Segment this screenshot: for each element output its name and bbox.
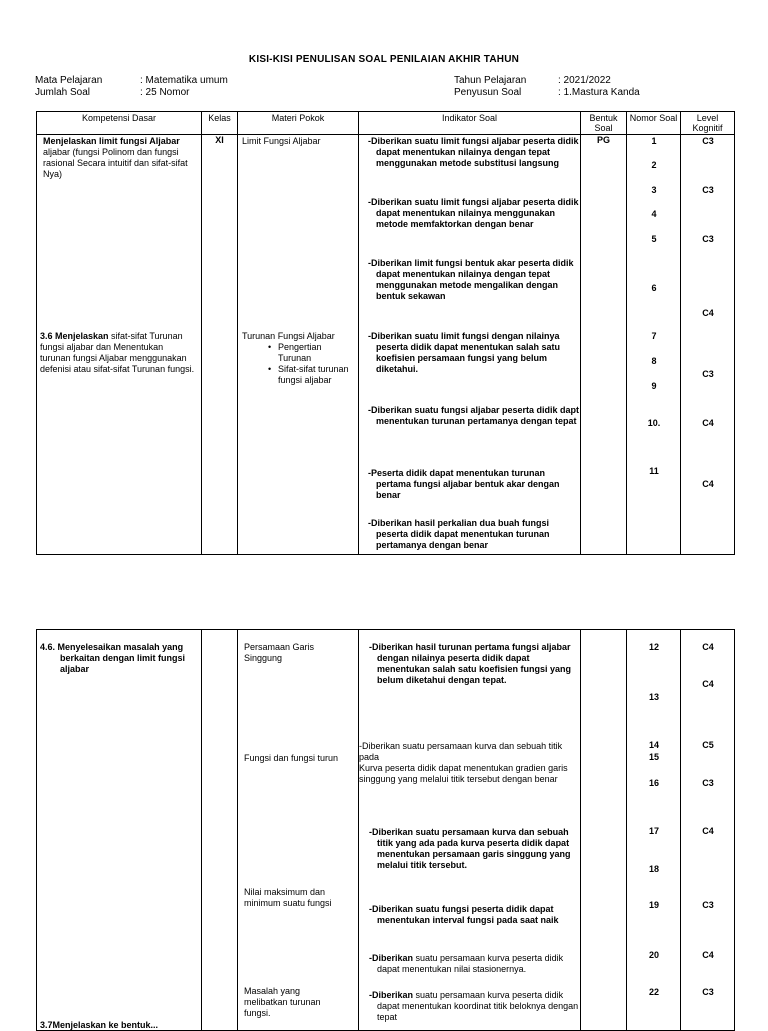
indikator-item: -Diberikan hasil perkalian dua buah fungsi peserta didik dapat menentukan turunan pertamanya dengan benar xyxy=(368,518,550,550)
indikator-item xyxy=(369,990,585,1023)
indikator-item: -Peserta didik dapat menentukan turunan pertama fungsi aljabar bentuk akar dengan benar xyxy=(368,468,560,500)
meta-right xyxy=(454,75,640,99)
nomor-value: 22 xyxy=(648,987,659,997)
nomor-value: 17 xyxy=(648,826,659,836)
nomor-value: 9 xyxy=(651,381,657,391)
bentuk-cell: PG xyxy=(581,135,627,555)
table-row xyxy=(37,630,735,1031)
materi-2-item: • Pengertian Turunan xyxy=(278,342,354,364)
indikator-item xyxy=(369,953,585,975)
indikator-item: -Diberikan limit fungsi bentuk akar peserta didik dapat menentukan nilainya dengan tepat menggunakan metode mengalikan dengan bentuk sekawan xyxy=(368,258,574,301)
kd-2 xyxy=(40,331,196,375)
kd-1-bold: Menjelaskan limit fungsi Aljabar xyxy=(43,136,180,146)
meta-label: Mata Pelajaran xyxy=(35,75,103,86)
indikator-item: -Diberikan suatu persamaan kurva dan sebuah titik yang ada pada kurva peserta didik dapat menentukan persamaan garis singgung yang melalui titik tersebut. xyxy=(369,827,571,870)
indikator-item: -Diberikan suatu persamaan kurva dan sebuah titik pada Kurva peserta didik dapat menentukan gradien garis singgung yang melalui titik tersebut dengan benar xyxy=(359,741,568,784)
level-value: C3 xyxy=(702,900,714,910)
header-nomor: Nomor Soal xyxy=(627,112,681,135)
indikator-item: -Diberikan suatu limit fungsi aljabar peserta didik dapat menentukan nilainya dengan tepat menggunakan metode substitusi langsung xyxy=(368,136,579,168)
header-kd: Kompetensi Dasar xyxy=(37,112,202,135)
indikator-text: suatu persamaan kurva peserta didik dapat menentukan koordinat titik beloknya dengan tepat xyxy=(377,990,579,1022)
meta-label: Penyusun Soal xyxy=(454,87,522,98)
nomor-value: 15 xyxy=(648,752,659,762)
materi-2-list xyxy=(242,342,354,386)
materi-cell xyxy=(238,630,359,1031)
level-value: C5 xyxy=(702,740,714,750)
meta-label: Jumlah Soal xyxy=(35,87,91,98)
header-kelas: Kelas xyxy=(202,112,238,135)
header-level: Level Kognitif xyxy=(681,112,735,135)
nomor-value: 3 xyxy=(651,185,657,195)
nomor-value: 16 xyxy=(648,778,659,788)
materi-2 xyxy=(242,331,354,386)
indikator-bold: -Diberikan xyxy=(369,953,414,963)
level-cell xyxy=(681,630,735,1031)
document-title: KISI-KISI PENULISAN SOAL PENILAIAN AKHIR TAHUN xyxy=(248,54,520,65)
kelas-cell: XI xyxy=(202,135,238,555)
level-value: C3 xyxy=(702,987,714,997)
materi-item: Persamaan Garis Singgung xyxy=(244,642,315,663)
nomor-value: 4 xyxy=(651,209,657,219)
nomor-value: 20 xyxy=(648,950,659,960)
indikator-text: suatu persamaan kurva peserta didik dapat menentukan nilai stasionernya. xyxy=(377,953,564,974)
kisi-table-1 xyxy=(36,111,735,555)
meta-value: : Matematika umum xyxy=(140,75,228,86)
level-value: C4 xyxy=(702,642,714,652)
meta-value: : 1.Mastura Kanda xyxy=(558,87,640,98)
level-cell xyxy=(681,135,735,555)
indikator-item: -Diberikan suatu limit fungsi dengan nilainya peserta didik dapat menentukan salah satu koefisien persamaan fungsi yang belum diketahui. xyxy=(368,331,561,374)
table-row xyxy=(37,135,735,555)
materi-2-item: • Sifat-sifat turunan fungsi aljabar xyxy=(278,364,354,386)
materi-1: Limit Fungsi Aljabar xyxy=(242,136,321,146)
level-value: C3 xyxy=(702,234,714,244)
bentuk-cell xyxy=(581,630,627,1031)
level-value: C4 xyxy=(702,950,714,960)
level-value: C3 xyxy=(702,369,714,379)
meta-value: : 2021/2022 xyxy=(558,75,611,86)
header-materi: Materi Pokok xyxy=(238,112,359,135)
kelas-cell xyxy=(202,630,238,1031)
nomor-value: 11 xyxy=(649,466,659,476)
level-value: C4 xyxy=(702,479,714,489)
nomor-value: 2 xyxy=(651,160,657,170)
indikator-item: -Diberikan suatu fungsi aljabar peserta didik dapt menentukan turunan pertamanya dengan tepat xyxy=(368,405,580,426)
kd-1 xyxy=(43,136,197,180)
nomor-cell xyxy=(627,630,681,1031)
nomor-value: 6 xyxy=(651,283,657,293)
nomor-value: 10. xyxy=(647,418,661,428)
kd-cell xyxy=(37,630,202,1031)
kd-3: 4.6. Menyelesaikan masalah yang berkaitan dengan limit fungsi aljabar xyxy=(40,642,186,674)
indikator-bold: -Diberikan xyxy=(369,990,414,1000)
indikator-item: -Diberikan hasil turunan pertama fungsi aljabar dengan nilainya peserta didik dapat menentukan salah satu koefisien fungsi yang belum diketahui dengan tepat. xyxy=(369,642,572,685)
kd-4: 3.7Menjelaskan ke bentuk... xyxy=(40,1020,159,1030)
nomor-value: 8 xyxy=(651,356,657,366)
kd-cell xyxy=(37,135,202,555)
nomor-value: 13 xyxy=(648,692,659,702)
level-value: C4 xyxy=(702,418,714,428)
nomor-value: 5 xyxy=(651,234,657,244)
indikator-cell xyxy=(359,630,581,1031)
level-value: C3 xyxy=(702,136,714,146)
nomor-value: 7 xyxy=(651,331,657,341)
kd-2-text: sifat-sifat Turunan fungsi aljabar dan Menentukan turunan fungsi Aljabar menggunakan defenisi atau sifat-sifat Turunan fungsi. xyxy=(40,331,195,374)
indikator-item: -Diberikan suatu fungsi peserta didik dapat menentukan interval fungsi pada saat naik xyxy=(369,904,559,925)
materi-item: Masalah yang melibatkan turunan fungsi. xyxy=(244,986,321,1018)
header-indikator: Indikator Soal xyxy=(359,112,581,135)
indikator-cell xyxy=(359,135,581,555)
level-value: C3 xyxy=(702,778,714,788)
nomor-value: 12 xyxy=(648,642,659,652)
materi-2-title: Turunan Fungsi Aljabar xyxy=(242,331,335,341)
indikator-item: -Diberikan suatu limit fungsi aljabar peserta didik dapat menentukan nilainya menggunakan metode memfaktorkan dengan benar xyxy=(368,197,579,229)
kd-1-text: aljabar (fungsi Polinom dan fungsi rasional Secara intuitif dan sifat-sifat Nya) xyxy=(43,147,188,179)
nomor-value: 19 xyxy=(648,900,659,910)
materi-item: Nilai maksimum dan minimum suatu fungsi xyxy=(244,887,332,908)
kisi-table-2 xyxy=(36,629,735,1031)
table-header-row xyxy=(37,112,735,135)
materi-cell xyxy=(238,135,359,555)
kd-2-bold: 3.6 Menjelaskan xyxy=(40,331,109,341)
meta-label: Tahun Pelajaran xyxy=(454,75,527,86)
level-value: C3 xyxy=(702,185,714,195)
nomor-value: 14 xyxy=(648,740,659,750)
level-value: C4 xyxy=(702,826,714,836)
nomor-value: 18 xyxy=(648,864,659,874)
level-value: C4 xyxy=(702,308,714,318)
materi-item: Fungsi dan fungsi turun xyxy=(244,753,339,763)
level-value: C4 xyxy=(702,679,714,689)
nomor-value: 1 xyxy=(651,136,657,146)
header-bentuk: Bentuk Soal xyxy=(581,112,627,135)
meta-left xyxy=(35,75,228,99)
meta-value: : 25 Nomor xyxy=(140,87,190,98)
nomor-cell xyxy=(627,135,681,555)
